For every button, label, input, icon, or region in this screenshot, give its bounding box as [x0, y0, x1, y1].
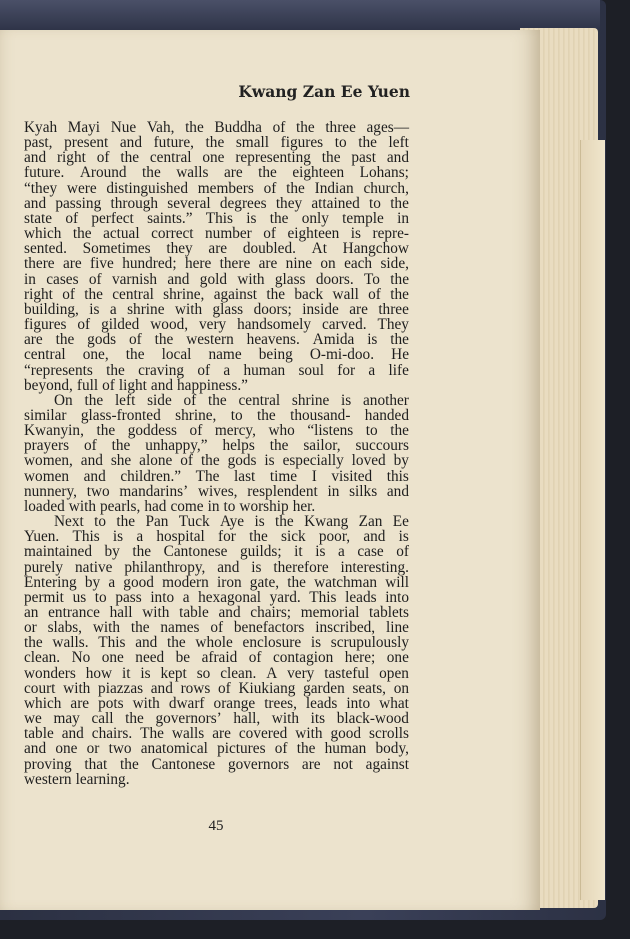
text-line: an entrance hall with table and chairs; memorial tablets [24, 604, 409, 621]
text-line: right of the central shrine, against the back wall of the [24, 285, 409, 303]
running-head: Kwang Zan Ee Yuen [238, 82, 410, 101]
text-line: future. Around the walls are the eighteen Lohans; [24, 164, 409, 182]
text-line: court with piazzas and rows of Kiukiang garden seats, on [24, 679, 409, 697]
text-line: Next to the Pan Tuck Aye is the Kwang Zan Ee [54, 513, 409, 531]
book-page [0, 30, 540, 910]
text-line: building, is a shrine with glass doors; inside are three [24, 300, 409, 318]
text-line: “they were distinguished members of the Indian church, [24, 179, 409, 197]
text-line: proving that the Cantonese governors are not against [24, 755, 409, 773]
text-line: beyond, full of light and happiness.” [24, 376, 248, 394]
text-line: Kyah Mayi Nue Vah, the Buddha of the three ages— [24, 119, 409, 136]
text-line: loaded with pearls, had come in to worship her. [24, 497, 316, 515]
text-line: and right of the central one representing the past and [24, 149, 409, 167]
text-line: we may call the governors’ hall, with its black-wood [24, 710, 409, 728]
text-line: table and chairs. The walls are covered with good scrolls [24, 725, 409, 743]
text-line: wonders how it is kept so clean. A very tasteful open [24, 664, 409, 682]
text-line: similar glass-fronted shrine, to the thousand- handed [24, 406, 409, 424]
text-line: state of perfect saints.” This is the only temple in [24, 209, 409, 227]
text-line: prayers of the unhappy,” helps the sailor, succours [24, 437, 409, 455]
text-line: Yuen. This is a hospital for the sick poor, and is [24, 528, 409, 546]
text-line: purely native philanthropy, and is therefore interesting. [24, 558, 409, 576]
body-text [24, 120, 409, 787]
cover-top-edge [0, 0, 600, 30]
text-line: there are five hundred; here there are nine on each side, [24, 255, 409, 273]
text-line: central one, the local name being O-mi-doo. He [24, 346, 409, 364]
text-line: past, present and future, the small figures to the left [24, 134, 409, 152]
text-line: clean. No one need be afraid of contagion here; one [24, 649, 409, 667]
page-edge-flap [580, 140, 605, 900]
text-line: “represents the craving of a human soul for a life [24, 361, 409, 379]
text-line: permit us to pass into a hexagonal yard. This leads into [24, 588, 409, 606]
text-line: are the gods of the western heavens. Amida is the [24, 331, 409, 349]
text-line: women, and she alone of the gods is especially loved by [24, 452, 409, 470]
text-line: On the left side of the central shrine is another [54, 391, 409, 409]
text-line: sented. Sometimes they are doubled. At Hangchow [24, 240, 409, 258]
text-line: which are pots with dwarf orange trees, leads into what [24, 694, 409, 712]
text-line: figures of gilded wood, very handsomely carved. They [24, 316, 409, 334]
text-line: in cases of varnish and gold with glass doors. To the [24, 270, 409, 288]
text-line: which the actual correct number of eighteen is repre- [24, 225, 409, 243]
text-line: women and children.” The last time I visited this [24, 467, 409, 485]
page-number: 45 [208, 818, 224, 834]
text-line: nunnery, two mandarins’ wives, resplendent in silks and [24, 482, 409, 500]
text-line: western learning. [24, 770, 130, 788]
text-line: maintained by the Cantonese guilds; it is a case of [24, 543, 409, 561]
text-line: or slabs, with the names of benefactors inscribed, line [24, 619, 409, 637]
text-line: the walls. This and the whole enclosure is scrupulously [24, 634, 409, 652]
text-line: Entering by a good modern iron gate, the watchman will [24, 573, 409, 591]
text-line: and passing through several degrees they attained to the [24, 194, 409, 212]
text-line: Kwanyin, the goddess of mercy, who “listens to the [24, 422, 409, 440]
text-line: and one or two anatomical pictures of the human body, [24, 740, 409, 758]
